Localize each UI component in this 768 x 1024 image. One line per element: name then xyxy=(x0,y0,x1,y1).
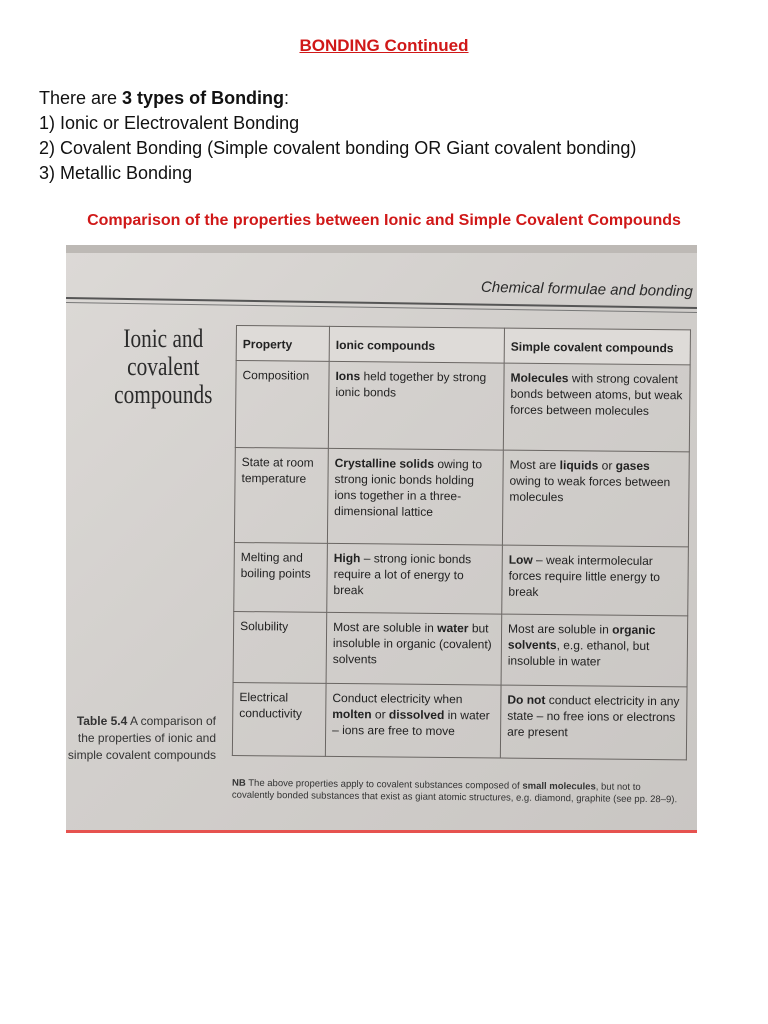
header-cell: Simple covalent compounds xyxy=(504,328,690,365)
covalent-cell xyxy=(501,614,688,687)
cell-text: owing to weak forces between molecules xyxy=(509,473,671,505)
cell-text: Conduct electricity when xyxy=(332,690,463,707)
section-heading: Ionic and covalent compounds xyxy=(114,324,213,409)
cell-text: – weak intermolecular forces require little energy to break xyxy=(508,552,661,599)
cell-text: – strong ionic bonds require a lot of energy to break xyxy=(333,551,472,598)
intro-block xyxy=(39,86,636,186)
nb-text: The above properties apply to covalent substances composed of xyxy=(245,777,523,792)
cell-text: or xyxy=(598,458,616,473)
bonding-type-item: 1) Ionic or Electrovalent Bonding xyxy=(39,113,300,133)
cell-text: owing to strong ionic bonds holding ions together in a three-dimensional lattice xyxy=(334,456,483,519)
ionic-cell xyxy=(328,361,504,450)
cell-text: Most are soluble in xyxy=(508,621,613,637)
table-row xyxy=(233,611,688,686)
textbook-photo xyxy=(66,245,697,833)
ionic-cell xyxy=(325,683,501,758)
running-head: Chemical formulae and bonding xyxy=(481,278,694,301)
document-title: BONDING Continued xyxy=(299,36,469,55)
table-header-row xyxy=(236,326,690,365)
cell-bold: gases xyxy=(615,458,650,473)
cell-text: but insoluble in organic (covalent) solvents xyxy=(332,621,492,667)
cell-text: Most are soluble in xyxy=(333,619,438,635)
comparison-heading: Comparison of the properties between Ionic and Simple Covalent Compounds xyxy=(87,212,681,229)
nb-note xyxy=(232,778,682,807)
intro-prefix: There are xyxy=(39,88,123,108)
table-caption xyxy=(66,713,216,764)
cell-text: Most are xyxy=(509,457,560,473)
cell-text: conduct electricity in any state – no free ions or electrons are present xyxy=(507,692,680,740)
cell-bold: Do not xyxy=(507,692,546,707)
property-cell: Electrical conductivity xyxy=(232,682,326,756)
table-row xyxy=(234,542,689,615)
caption-text: A comparison of the properties of ionic and simple covalent compounds xyxy=(67,714,216,762)
bonding-type-item: 2) Covalent Bonding (Simple covalent bonding OR Giant covalent bonding) xyxy=(39,138,637,158)
property-cell: Composition xyxy=(235,361,329,449)
covalent-cell xyxy=(502,545,689,616)
cell-text: with strong covalent bonds between atoms, but weak forces between molecules xyxy=(510,371,683,418)
property-cell: Solubility xyxy=(233,611,327,683)
cell-text: in water – ions are free to move xyxy=(332,708,490,739)
cell-text: held together by strong ionic bonds xyxy=(335,369,487,400)
covalent-cell xyxy=(500,685,687,760)
nb-text: , but not to covalently bonded substances that exist as giant atomic structures, e.g. diamond, graphite (see pp. 28–9). xyxy=(231,781,678,806)
intro-line xyxy=(39,86,636,111)
bonding-type-item: 3) Metallic Bonding xyxy=(39,163,193,183)
covalent-cell xyxy=(502,450,689,547)
property-cell: Melting and boiling points xyxy=(234,542,328,612)
cell-text: or xyxy=(371,707,390,722)
nb-label: NB xyxy=(232,777,246,789)
table-row xyxy=(232,682,687,759)
cell-bold: molten xyxy=(332,706,372,722)
comparison-table-wrap xyxy=(232,325,691,760)
cell-text: , e.g. ethanol, but insoluble in water xyxy=(507,638,650,669)
property-cell: State at room temperature xyxy=(234,447,328,543)
cell-bold: water xyxy=(437,620,469,636)
header-cell: Ionic compounds xyxy=(329,326,504,363)
cell-bold: Ions xyxy=(335,368,361,384)
cell-bold: organic solvents xyxy=(507,622,656,653)
header-cell: Property xyxy=(236,326,329,362)
photo-bottom-edge xyxy=(66,830,697,833)
nb-bold: small molecules xyxy=(522,780,596,793)
photo-top-edge xyxy=(66,245,697,253)
ionic-cell xyxy=(327,448,503,545)
covalent-cell xyxy=(503,363,690,452)
cell-bold: Low xyxy=(508,552,533,567)
cell-bold: dissolved xyxy=(388,707,445,723)
cell-bold: Molecules xyxy=(510,370,569,386)
ionic-cell xyxy=(327,543,503,614)
cell-bold: Crystalline solids xyxy=(334,455,435,471)
caption-label: Table 5.4 xyxy=(76,714,128,728)
intro-bold: 3 types of Bonding xyxy=(122,88,285,108)
ionic-cell xyxy=(326,612,502,685)
comparison-table xyxy=(232,325,691,760)
intro-suffix: : xyxy=(284,88,290,108)
cell-bold: High xyxy=(333,550,361,566)
table-row xyxy=(234,447,689,546)
cell-bold: liquids xyxy=(559,458,599,473)
table-row xyxy=(235,361,690,452)
